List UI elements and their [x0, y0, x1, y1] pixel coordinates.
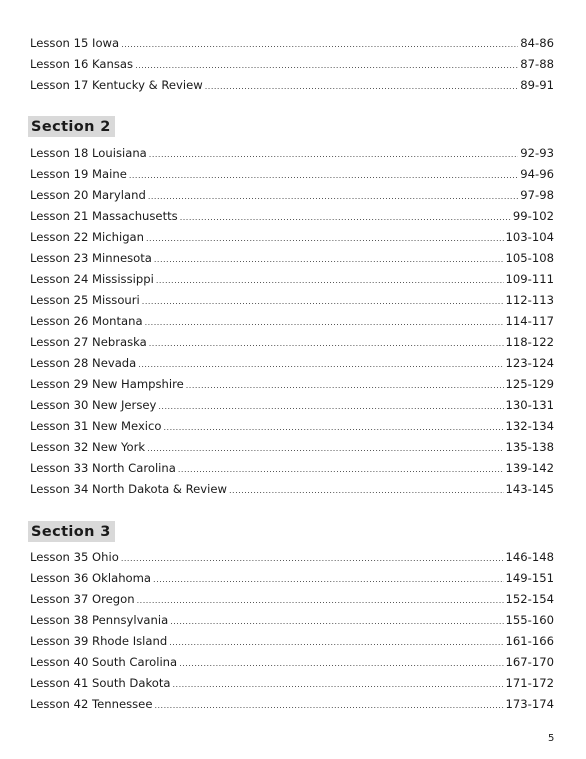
- lesson-title: Lesson 35 Ohio: [30, 550, 119, 564]
- lesson-title: Lesson 27 Nebraska: [30, 335, 147, 349]
- lesson-title: Lesson 33 North Carolina: [30, 461, 176, 475]
- dot-leader: [121, 550, 504, 565]
- toc-row: [30, 413, 554, 434]
- dot-leader: [178, 461, 504, 476]
- dot-leader: [153, 571, 504, 586]
- lesson-pages: 114-117: [505, 314, 554, 328]
- lesson-pages: 92-93: [520, 146, 554, 160]
- lesson-title: Lesson 17 Kentucky & Review: [30, 78, 203, 92]
- dot-leader: [169, 634, 503, 649]
- dot-leader: [156, 272, 504, 287]
- lesson-pages: 103-104: [505, 230, 554, 244]
- lesson-pages: 125-129: [505, 377, 554, 391]
- toc-row: [30, 455, 554, 476]
- toc-row: [30, 691, 554, 712]
- lesson-title: Lesson 30 New Jersey: [30, 398, 157, 412]
- dot-leader: [179, 655, 503, 670]
- lesson-pages: 161-166: [505, 634, 554, 648]
- lesson-title: Lesson 18 Louisiana: [30, 146, 147, 160]
- toc-row: [30, 392, 554, 413]
- dot-leader: [121, 36, 518, 51]
- dot-leader: [229, 482, 504, 497]
- lesson-title: Lesson 36 Oklahoma: [30, 571, 152, 585]
- lesson-title: Lesson 23 Minnesota: [30, 251, 152, 265]
- toc-row: [30, 607, 554, 628]
- toc-row: [30, 266, 554, 287]
- toc-row: [30, 72, 554, 93]
- toc-row: [30, 308, 554, 329]
- dot-leader: [154, 697, 503, 712]
- toc-row: [30, 245, 554, 266]
- lesson-pages: 89-91: [520, 78, 554, 92]
- lesson-title: Lesson 19 Maine: [30, 167, 127, 181]
- toc-row: [30, 371, 554, 392]
- lesson-pages: 152-154: [505, 592, 554, 606]
- lesson-pages: 97-98: [520, 188, 554, 202]
- dot-leader: [137, 592, 504, 607]
- dot-leader: [186, 377, 504, 392]
- dot-leader: [205, 78, 519, 93]
- toc-row: [30, 203, 554, 224]
- lesson-title: Lesson 29 New Hampshire: [30, 377, 184, 391]
- lesson-pages: 143-145: [505, 482, 554, 496]
- lesson-title: Lesson 38 Pennsylvania: [30, 613, 169, 627]
- toc-row: [30, 140, 554, 161]
- lesson-pages: 149-151: [505, 571, 554, 585]
- toc-intro-list: [30, 30, 554, 93]
- dot-leader: [135, 57, 518, 72]
- dot-leader: [146, 230, 504, 245]
- lesson-pages: 99-102: [512, 209, 554, 223]
- toc-row: [30, 51, 554, 72]
- lesson-pages: 84-86: [520, 36, 554, 50]
- dot-leader: [154, 251, 504, 266]
- toc-row: [30, 544, 554, 565]
- lesson-pages: 132-134: [505, 419, 554, 433]
- lesson-pages: 130-131: [505, 398, 554, 412]
- toc-row: [30, 329, 554, 350]
- lesson-pages: 112-113: [505, 293, 554, 307]
- dot-leader: [170, 613, 503, 628]
- lesson-title: Lesson 22 Michigan: [30, 230, 145, 244]
- dot-leader: [149, 146, 519, 161]
- lesson-pages: 171-172: [505, 676, 554, 690]
- toc-row: [30, 161, 554, 182]
- page-number: 5: [548, 733, 555, 744]
- toc-row: [30, 586, 554, 607]
- lesson-title: Lesson 28 Nevada: [30, 356, 137, 370]
- toc-row: [30, 287, 554, 308]
- dot-leader: [147, 440, 503, 455]
- lesson-pages: 123-124: [505, 356, 554, 370]
- toc-row: [30, 649, 554, 670]
- lesson-pages: 139-142: [505, 461, 554, 475]
- lesson-title: Lesson 16 Kansas: [30, 57, 134, 71]
- toc-row: [30, 182, 554, 203]
- section-3-list: [30, 544, 554, 712]
- toc-row: [30, 224, 554, 245]
- toc-row: [30, 476, 554, 497]
- lesson-pages: 155-160: [505, 613, 554, 627]
- dot-leader: [138, 356, 503, 371]
- lesson-pages: 135-138: [505, 440, 554, 454]
- dot-leader: [148, 188, 518, 203]
- dot-leader: [149, 335, 504, 350]
- toc-row: [30, 30, 554, 51]
- dot-leader: [164, 419, 504, 434]
- lesson-pages: 105-108: [505, 251, 554, 265]
- dot-leader: [145, 314, 504, 329]
- lesson-pages: 173-174: [505, 697, 554, 711]
- lesson-title: Lesson 25 Missouri: [30, 293, 140, 307]
- lesson-title: Lesson 31 New Mexico: [30, 419, 162, 433]
- dot-leader: [180, 209, 511, 224]
- dot-leader: [142, 293, 504, 308]
- toc-row: [30, 565, 554, 586]
- dot-leader: [173, 676, 504, 691]
- dot-leader: [158, 398, 503, 413]
- toc-row: [30, 670, 554, 691]
- lesson-title: Lesson 37 Oregon: [30, 592, 135, 606]
- section-3-heading: Section 3: [28, 521, 115, 542]
- lesson-title: Lesson 15 Iowa: [30, 36, 120, 50]
- lesson-pages: 109-111: [505, 272, 554, 286]
- lesson-title: Lesson 39 Rhode Island: [30, 634, 168, 648]
- toc-row: [30, 434, 554, 455]
- lesson-title: Lesson 40 South Carolina: [30, 655, 178, 669]
- toc-row: [30, 628, 554, 649]
- lesson-title: Lesson 34 North Dakota & Review: [30, 482, 227, 496]
- lesson-pages: 87-88: [520, 57, 554, 71]
- lesson-title: Lesson 32 New York: [30, 440, 146, 454]
- dot-leader: [129, 167, 518, 182]
- lesson-title: Lesson 24 Mississippi: [30, 272, 154, 286]
- lesson-title: Lesson 42 Tennessee: [30, 697, 153, 711]
- lesson-pages: 94-96: [520, 167, 554, 181]
- lesson-title: Lesson 20 Maryland: [30, 188, 146, 202]
- lesson-title: Lesson 21 Massachusetts: [30, 209, 178, 223]
- section-2-list: [30, 140, 554, 497]
- lesson-title: Lesson 41 South Dakota: [30, 676, 171, 690]
- section-2-heading: Section 2: [28, 116, 115, 137]
- toc-row: [30, 350, 554, 371]
- lesson-title: Lesson 26 Montana: [30, 314, 143, 328]
- lesson-pages: 118-122: [505, 335, 554, 349]
- lesson-pages: 167-170: [505, 655, 554, 669]
- lesson-pages: 146-148: [505, 550, 554, 564]
